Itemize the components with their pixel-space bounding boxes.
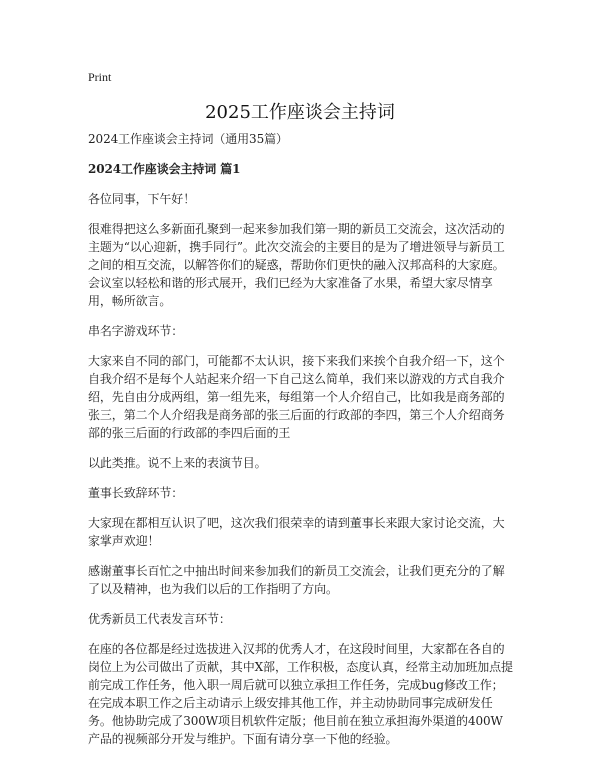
paragraph-game-heading: 串名字游戏环节： [88,324,184,338]
paragraph-game-note: 以此类推。说不上来的表演节目。 [88,456,267,470]
paragraph-chairman-thanks: 感谢董事长百忙之中抽出时间来参加我们的新员工交流会，让我们更充分的了解了以及精神，也为我们以后的工作指明了方向。 [88,564,505,596]
paragraph-intro: 很难得把这么多新面孔聚到一起来参加我们第一期的新员工交流会，这次活动的主题为“以心迎新，携手同行”。此次交流会的主要目的是为了增进领导与新员工之间的相互交流，以解答你们的疑惑，帮助你们更快的融入汉邦高科的大家庭。会议室以轻松和谐的形式展开，我们已经为大家准备了水果，希望大家尽情享用，畅所欲言。 [88,222,505,308]
page-title: 2025工作座谈会主持词 [205,102,395,123]
paragraph-greeting: 各位同事，下午好！ [88,192,196,206]
paragraph-game-body: 大家来自不同的部门，可能都不太认识，接下来我们来挨个自我介绍一下，这个自我介绍不是每个人站起来介绍一下自己这么简单，我们来以游戏的方式自我介绍，先自由分成两组，第一组先来，每组第一个人介绍自己，比如我是商务部的张三，第二个人介绍我是商务部的张三后面的行政部的李四，第三个人介绍商务部的张三后面的行政部的李四后面的王 [88,354,505,440]
paragraph-chairman-heading: 董事长致辞环节： [88,486,184,500]
subtitle: 2024工作座谈会主持词（通用35篇） [88,132,288,146]
document-body [88,130,514,760]
print-label: Print [88,70,112,84]
paragraph-employee-heading: 优秀新员工代表发言环节： [88,612,231,626]
paragraph-chairman-welcome: 大家现在都相互认识了吧，这次我们很荣幸的请到董事长来跟大家讨论交流，大家掌声欢迎！ [88,516,505,548]
section-heading: 2024工作座谈会主持词 篇1 [88,162,241,176]
paragraph-employee-body: 在座的各位都是经过选拔进入汉邦的优秀人才，在这段时间里，大家都在各自的岗位上为公司做出了贡献，其中X部，工作积极，态度认真，经常主动加班加点提前完成工作任务，他入职一周后就可以独立承担工作任务，完成bug修改工作；在完成本职工作之后主动请示上级安排其他工作，并主动协助同事完成研发任务。他协助完成了300W项目机软件定版；他目前在独立承担海外渠道的400W产品的视频部分开发与维护。下面有请分享一下他的经验。 [88,642,513,746]
